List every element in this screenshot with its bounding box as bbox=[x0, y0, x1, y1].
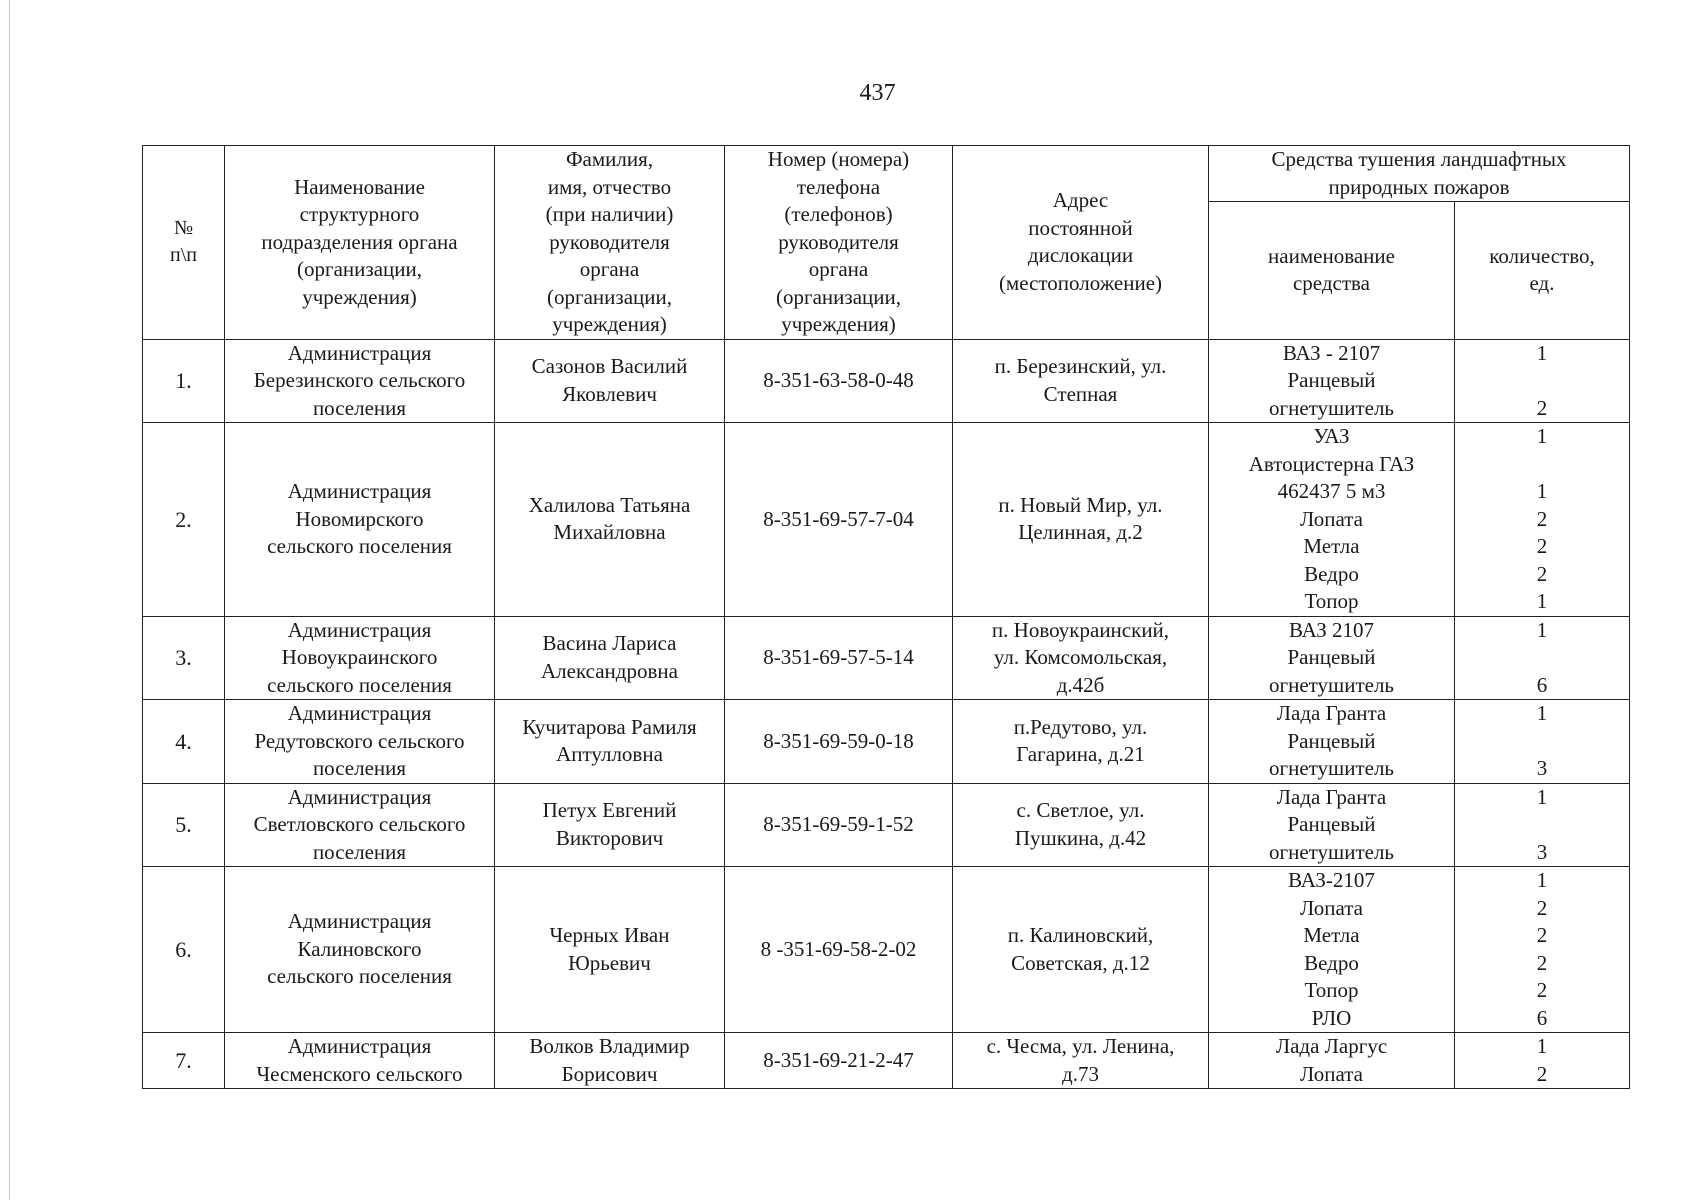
phone-cell: 8-351-63-58-0-48 bbox=[725, 339, 953, 423]
table-header-row bbox=[143, 146, 1630, 202]
head-person-cell: Черных Иван Юрьевич bbox=[495, 867, 725, 1033]
org-name-cell: Администрация Новомирского сельского поселения bbox=[225, 423, 495, 617]
org-name-cell: Администрация Чесменского сельского bbox=[225, 1033, 495, 1089]
means-qty-cell: 1 2 bbox=[1455, 339, 1630, 423]
org-name-cell: Администрация Березинского сельского поселения bbox=[225, 339, 495, 423]
means-qty-cell: 1 2 2 2 2 6 bbox=[1455, 867, 1630, 1033]
header-org-name: Наименование структурного подразделения органа (организации, учреждения) bbox=[225, 146, 495, 340]
header-head-person: Фамилия, имя, отчество (при наличии) руководителя органа (организации, учреждения) bbox=[495, 146, 725, 340]
head-person-cell: Кучитарова Рамиля Аптулловна bbox=[495, 700, 725, 784]
phone-cell: 8 -351-69-58-2-02 bbox=[725, 867, 953, 1033]
row-number: 6. bbox=[143, 867, 225, 1033]
means-name-cell: ВАЗ-2107 Лопата Метла Ведро Топор РЛО bbox=[1209, 867, 1455, 1033]
address-cell: п. Березинский, ул. Степная bbox=[953, 339, 1209, 423]
table-row bbox=[143, 423, 1630, 617]
scan-edge-line bbox=[9, 0, 10, 1200]
means-name-cell: Лада Гранта Ранцевый огнетушитель bbox=[1209, 783, 1455, 867]
header-means-name: наименование средства bbox=[1209, 202, 1455, 339]
head-person-cell: Сазонов Василий Яковлевич bbox=[495, 339, 725, 423]
means-qty-cell: 1 2 bbox=[1455, 1033, 1630, 1089]
address-cell: п.Редутово, ул. Гагарина, д.21 bbox=[953, 700, 1209, 784]
means-name-cell: ВАЗ - 2107 Ранцевый огнетушитель bbox=[1209, 339, 1455, 423]
address-cell: п. Калиновский, Советская, д.12 bbox=[953, 867, 1209, 1033]
table-row bbox=[143, 783, 1630, 867]
head-person-cell: Волков Владимир Борисович bbox=[495, 1033, 725, 1089]
means-qty-cell: 1 6 bbox=[1455, 616, 1630, 700]
org-name-cell: Администрация Новоукраинского сельского поселения bbox=[225, 616, 495, 700]
table-row bbox=[143, 700, 1630, 784]
means-name-cell: Лада Гранта Ранцевый огнетушитель bbox=[1209, 700, 1455, 784]
address-cell: с. Чесма, ул. Ленина, д.73 bbox=[953, 1033, 1209, 1089]
header-means-group: Средства тушения ландшафтных природных пожаров bbox=[1209, 146, 1630, 202]
header-phone: Номер (номера) телефона (телефонов) руководителя органа (организации, учреждения) bbox=[725, 146, 953, 340]
table-row bbox=[143, 1033, 1630, 1089]
means-name-cell: Лада Ларгус Лопата bbox=[1209, 1033, 1455, 1089]
address-cell: п. Новый Мир, ул. Целинная, д.2 bbox=[953, 423, 1209, 617]
phone-cell: 8-351-69-59-0-18 bbox=[725, 700, 953, 784]
table-row bbox=[143, 867, 1630, 1033]
phone-cell: 8-351-69-59-1-52 bbox=[725, 783, 953, 867]
header-means-qty: количество, ед. bbox=[1455, 202, 1630, 339]
phone-cell: 8-351-69-57-7-04 bbox=[725, 423, 953, 617]
row-number: 5. bbox=[143, 783, 225, 867]
table-row bbox=[143, 616, 1630, 700]
means-qty-cell: 1 1 2 2 2 1 bbox=[1455, 423, 1630, 617]
row-number: 4. bbox=[143, 700, 225, 784]
address-cell: с. Светлое, ул. Пушкина, д.42 bbox=[953, 783, 1209, 867]
row-number: 2. bbox=[143, 423, 225, 617]
table-row bbox=[143, 339, 1630, 423]
org-name-cell: Администрация Редутовского сельского поселения bbox=[225, 700, 495, 784]
means-qty-cell: 1 3 bbox=[1455, 783, 1630, 867]
head-person-cell: Халилова Татьяна Михайловна bbox=[495, 423, 725, 617]
means-name-cell: ВАЗ 2107 Ранцевый огнетушитель bbox=[1209, 616, 1455, 700]
table-body bbox=[143, 339, 1630, 1089]
fire-means-table bbox=[142, 145, 1630, 1089]
means-qty-cell: 1 3 bbox=[1455, 700, 1630, 784]
row-number: 7. bbox=[143, 1033, 225, 1089]
phone-cell: 8-351-69-57-5-14 bbox=[725, 616, 953, 700]
page-number: 437 bbox=[859, 80, 896, 106]
row-number: 3. bbox=[143, 616, 225, 700]
means-name-cell: УАЗ Автоцистерна ГАЗ 462437 5 м3 Лопата Метла Ведро Топор bbox=[1209, 423, 1455, 617]
address-cell: п. Новоукраинский, ул. Комсомольская, д.42б bbox=[953, 616, 1209, 700]
org-name-cell: Администрация Светловского сельского поселения bbox=[225, 783, 495, 867]
header-address: Адрес постоянной дислокации (местоположение) bbox=[953, 146, 1209, 340]
header-number: № п\п bbox=[143, 146, 225, 340]
row-number: 1. bbox=[143, 339, 225, 423]
head-person-cell: Васина Лариса Александровна bbox=[495, 616, 725, 700]
phone-cell: 8-351-69-21-2-47 bbox=[725, 1033, 953, 1089]
head-person-cell: Петух Евгений Викторович bbox=[495, 783, 725, 867]
org-name-cell: Администрация Калиновского сельского поселения bbox=[225, 867, 495, 1033]
